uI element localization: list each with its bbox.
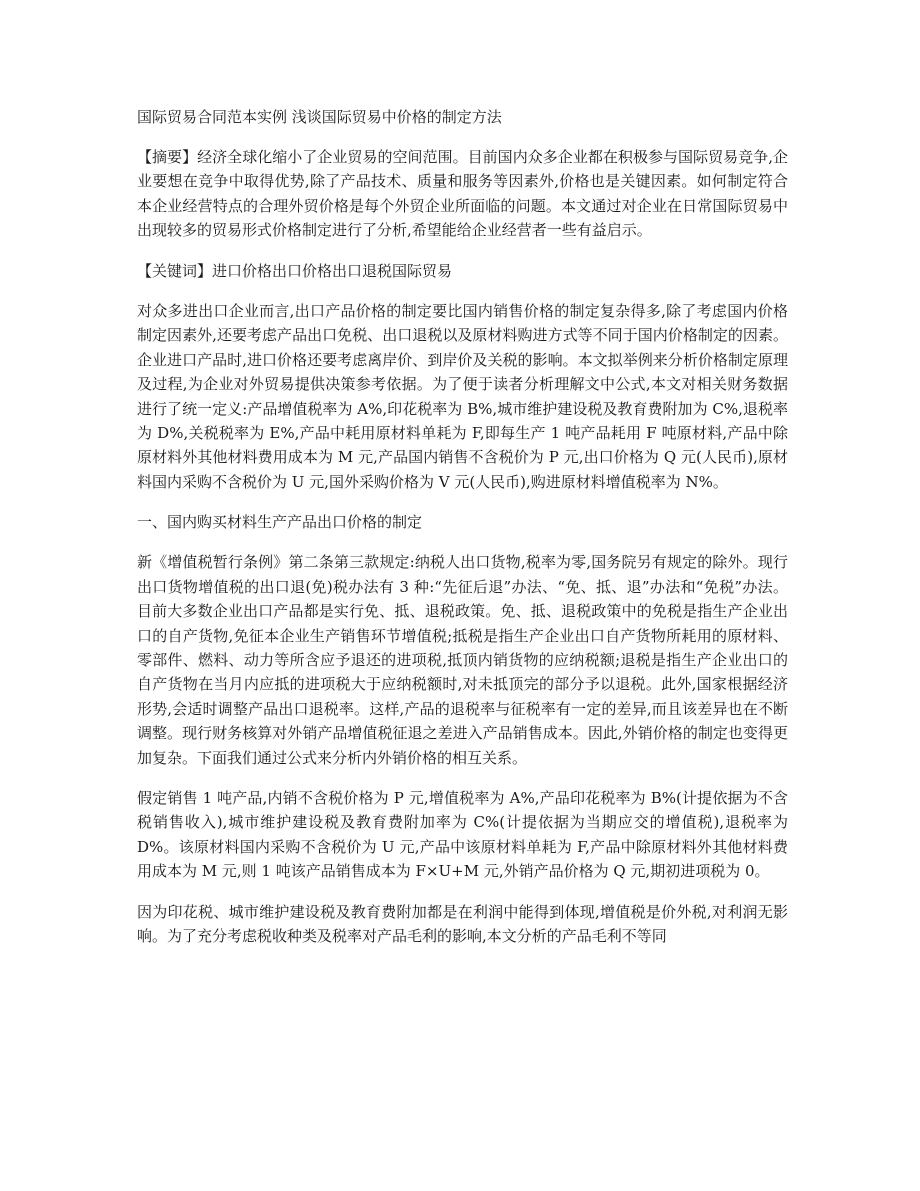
body-paragraph-2: 假定销售 1 吨产品,内销不含税价格为 P 元,增值税率为 A%,产品印花税率为 B%(计提依据为不含税销售收入),城市维护建设税及教育费附加率为 C%(计提依据为当期应交的增值税),退税率为 D%。该原材料国内采购不含税价为 U 元,产品中该原材料单耗为 F,产品中除原材料外其他材料费用成本为 M 元,则 1 吨该产品销售成本为 F×U+M 元,外销产品价格为 Q 元,期初进项税为 0。 (137, 788, 788, 881)
section-heading: 一、国内购买材料生产产品出口价格的制定 (137, 513, 423, 532)
document-title: 国际贸易合同范本实例 浅谈国际贸易中价格的制定方法 (137, 108, 502, 126)
abstract-paragraph: 【摘要】经济全球化缩小了企业贸易的空间范围。目前国内众多企业都在积极参与国际贸易竞争,企业要想在竞争中取得优势,除了产品技术、质量和服务等因素外,价格也是关键因素。如何制定符合本企业经营特点的合理外贸价格是每个外贸企业所面临的问题。本文通过对企业在日常国际贸易中出现较多的贸易形式价格制定进行了分析,希望能给企业经营者一些有益启示。 (137, 148, 788, 240)
body-paragraph-3: 因为印花税、城市维护建设税及教育费附加都是在利润中能得到体现,增值税是价外税,对利润无影响。为了充分考虑税收种类及税率对产品毛利的影响,本文分析的产品毛利不等同 (137, 902, 788, 945)
keywords-paragraph: 【关键词】进口价格出口价格出口退税国际贸易 (137, 261, 453, 280)
body-paragraph-1: 新《增值税暂行条例》第二条第三款规定:纳税人出口货物,税率为零,国务院另有规定的除外。现行出口货物增值税的出口退(免)税办法有 3 种:“先征后退”办法、“免、抵、退”办法和“免税”办法。目前大多数企业出口产品都是实行免、抵、退税政策。免、抵、退税政策中的免税是指生产企业出口的自产货物,免征本企业生产销售环节增值税;抵税是指生产企业出口自产货物所耗用的原材料、零部件、燃料、动力等所含应予退还的进项税,抵顶内销货物的应纳税额;退税是指生产企业出口的自产货物在当月内应抵的进项税大于应纳税额时,对未抵顶完的部分予以退税。此外,国家根据经济形势,会适时调整产品出口退税率。这样,产品的退税率与征税率有一定的差异,而且该差异也在不断调整。现行财务核算对外销产品增值税征退之差进入产品销售成本。因此,外销价格的制定也变得更加复杂。下面我们通过公式来分析内外销价格的相互关系。 (137, 553, 788, 767)
intro-paragraph: 对众多进出口企业而言,出口产品价格的制定要比国内销售价格的制定复杂得多,除了考虑国内价格制定因素外,还要考虑产品出口免税、出口退税以及原材料购进方式等不同于国内价格制定的因素。企业进口产品时,进口价格还要考虑离岸价、到岸价及关税的影响。本文拟举例来分析价格制定原理及过程,为企业对外贸易提供决策参考依据。为了便于读者分析理解文中公式,本文对相关财务数据进行了统一定义:产品增值税率为 A%,印花税率为 B%,城市维护建设税及教育费附加为 C%,退税率为 D%,关税税率为 E%,产品中耗用原材料单耗为 F,即每生产 1 吨产品耗用 F 吨原材料,产品中除原材料外其他材料费用成本为 M 元,产品国内销售不含税价为 P 元,出口价格为 Q 元(人民币),原材料国内采购不含税价为 U 元,国外采购价格为 V 元(人民币),购进原材料增值税率为 N%。 (137, 302, 788, 491)
